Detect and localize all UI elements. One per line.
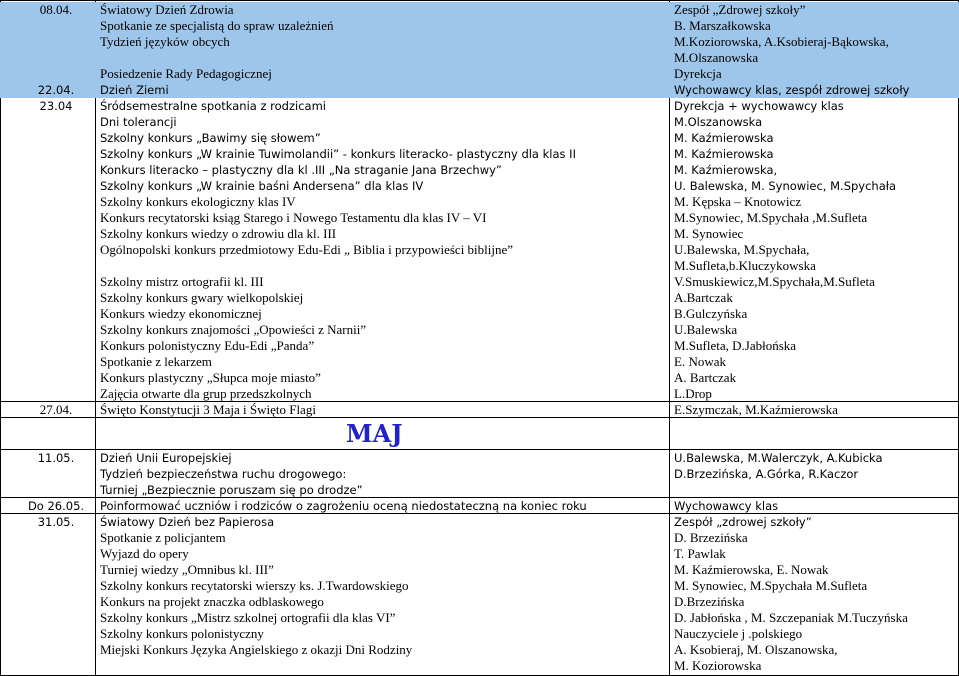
row-responsible: E. Nowak: [674, 354, 726, 369]
row-event: Konkurs wiedzy ekonomicznej: [100, 306, 262, 321]
row-event: Ogólnopolski konkurs przedmiotowy Edu-Edi „ Biblia i przypowieści biblijne”: [100, 242, 514, 257]
table-row: [0, 338, 959, 354]
row-responsible: M. Koziorowska: [674, 658, 762, 673]
table-row: [0, 322, 959, 338]
table-row: [0, 130, 959, 146]
table-row: [0, 34, 959, 50]
row-event: Konkurs na projekt znaczka odblaskowego: [100, 594, 324, 609]
row-event: Dzień Ziemi: [100, 83, 169, 97]
row-responsible: A. Ksobieraj, M. Olszanowska,: [674, 642, 838, 657]
row-date: 27.04.: [39, 402, 73, 417]
row-event: Wyjazd do opery: [100, 546, 189, 561]
row-date: 08.04.: [39, 2, 73, 17]
row-responsible: A.Bartczak: [674, 290, 733, 305]
table-row: [0, 306, 959, 322]
table-row: [0, 114, 959, 130]
row-responsible: U.Balewska, M.Spychała,: [674, 242, 810, 257]
row-responsible: M.Koziorowska, A.Ksobieraj-Bąkowska,: [674, 34, 889, 49]
row-responsible: A. Bartczak: [674, 370, 737, 385]
row-date: 22.04.: [37, 83, 75, 97]
row-responsible: U.Balewska, M.Walerczyk, A.Kubicka: [674, 451, 883, 465]
table-row: [0, 530, 959, 546]
table-row: [0, 18, 959, 34]
table-row: [0, 626, 959, 642]
row-responsible: Wychowawcy klas, zespół zdrowej szkoły: [674, 83, 910, 97]
table-row: [0, 354, 959, 370]
row-responsible: Nauczyciele j .polskiego: [674, 626, 803, 641]
table-row: [0, 146, 959, 162]
row-responsible: M.Sufleta,b.Kluczykowska: [674, 258, 816, 273]
table-row: [0, 482, 959, 498]
row-event: Dzień Unii Europejskiej: [100, 451, 232, 465]
row-responsible: E.Szymczak, M.Kaźmierowska: [674, 402, 838, 417]
table-row: [0, 242, 959, 258]
row-event: Miejski Konkurs Języka Angielskiego z okazji Dni Rodziny: [100, 642, 413, 657]
table-row: [0, 370, 959, 386]
row-event: Spotkanie z policjantem: [100, 530, 226, 545]
row-event: Szkolny konkurs ekologiczny klas IV: [100, 194, 296, 209]
row-responsible: V.Smuskiewicz,M.Spychała,M.Sufleta: [674, 274, 875, 289]
row-responsible: D.Brzezińska, A.Górka, R.Kaczor: [674, 467, 859, 481]
row-responsible: D.Brzezińska: [674, 594, 745, 609]
row-event: Turniej „Bezpiecznie poruszam się po drodze”: [100, 483, 363, 497]
row-event: Szkolny mistrz ortografii kl. III: [100, 274, 264, 289]
row-responsible: M. Kaźmierowska,: [674, 163, 778, 177]
row-responsible: M. Synowiec, M.Spychała M.Sufleta: [674, 578, 868, 593]
table-row: [0, 466, 959, 482]
table-row: [0, 498, 959, 514]
table-row: [0, 402, 959, 418]
row-responsible: Zespół „zdrowej szkoły”: [674, 515, 812, 529]
table-row: [0, 562, 959, 578]
table-row: [0, 274, 959, 290]
table-row: [0, 514, 959, 530]
table-row: [0, 82, 959, 98]
table-row: [0, 290, 959, 306]
row-responsible: U.Balewska: [674, 322, 738, 337]
row-event: Spotkanie ze specjalistą do spraw uzależnień: [100, 18, 334, 33]
row-date: Do 26.05.: [27, 499, 85, 513]
row-responsible: Dyrekcja + wychowawcy klas: [674, 99, 844, 113]
row-event: Śródsemestralne spotkania z rodzicami: [100, 99, 326, 113]
row-responsible: M.Synowiec, M.Spychała ,M.Sufleta: [674, 210, 868, 225]
row-event: Szkolny konkurs wiedzy o zdrowiu dla kl. III: [100, 226, 337, 241]
row-event: Konkurs polonistyczny Edu-Edi „Panda”: [100, 338, 315, 353]
row-responsible: Wychowawcy klas: [674, 499, 779, 513]
table-row: [0, 578, 959, 594]
table-row: [0, 610, 959, 626]
section-title-may: MAJ: [346, 419, 403, 448]
table-row: [0, 194, 959, 210]
table-row: [0, 386, 959, 402]
table-row: [0, 98, 959, 114]
table-row: [0, 66, 959, 82]
row-event: Szkolny konkurs recytatorski wierszy ks. J.Twardowskiego: [100, 578, 409, 593]
row-responsible: B.Gulczyńska: [674, 306, 748, 321]
table-row: [0, 450, 959, 466]
table-row: [0, 658, 959, 674]
row-responsible: M. Synowiec: [674, 226, 744, 241]
row-event: Tydzień języków obcych: [100, 34, 230, 49]
row-event: Szkolny konkurs znajomości „Opowieści z Narnii”: [100, 322, 367, 337]
row-event: Spotkanie z lekarzem: [100, 354, 212, 369]
table-row: [0, 50, 959, 66]
row-event: Konkurs plastyczny „Słupca moje miasto”: [100, 370, 321, 385]
row-event: Konkurs literacko – plastyczny dla kl .III „Na straganie Jana Brzechwy”: [100, 163, 502, 177]
row-event: Światowy Dzień Zdrowia: [100, 2, 234, 17]
row-event: Święto Konstytucji 3 Maja i Święto Flagi: [100, 402, 316, 417]
row-event: Turniej wiedzy „Omnibus kl. III”: [100, 562, 274, 577]
row-event: Szkolny konkurs „W krainie baśni Andersena” dla klas IV: [100, 179, 424, 193]
row-event: Szkolny konkurs polonistyczny: [100, 626, 264, 641]
row-event: Szkolny konkurs „W krainie Tuwimolandii” - konkurs literacko- plastyczny dla klas II: [100, 147, 576, 161]
row-responsible: T. Pawlak: [674, 546, 726, 561]
table-row: [0, 258, 959, 274]
table-row: [0, 546, 959, 562]
row-responsible: L.Drop: [674, 386, 712, 401]
row-event: Zajęcia otwarte dla grup przedszkolnych: [100, 386, 312, 401]
row-rule: [0, 0, 959, 1]
table-row: [0, 226, 959, 242]
row-responsible: M. Kaźmierowska: [674, 147, 774, 161]
row-responsible: M. Kaźmierowska, E. Nowak: [674, 562, 829, 577]
row-date: 11.05.: [37, 451, 75, 465]
table-row: [0, 2, 959, 18]
row-responsible: M. Kępska – Knotowicz: [674, 194, 802, 209]
row-responsible: D. Jabłońska , M. Szczepaniak M.Tuczyńska: [674, 610, 908, 625]
row-responsible: Dyrekcja: [674, 66, 722, 81]
row-responsible: M.Olszanowska: [674, 50, 759, 65]
row-date: 23.04: [39, 99, 73, 113]
table-row: [0, 210, 959, 226]
row-responsible: M.Olszanowska: [674, 115, 763, 129]
table-row: [0, 594, 959, 610]
row-event: Światowy Dzień bez Papierosa: [100, 515, 275, 529]
row-responsible: Zespół „Zdrowej szkoły”: [674, 2, 806, 17]
table-row: [0, 178, 959, 194]
row-responsible: M.Sufleta, D.Jabłońska: [674, 338, 797, 353]
row-event: Tydzień bezpieczeństwa ruchu drogowego:: [100, 467, 347, 481]
table-row: [0, 642, 959, 658]
row-event: Posiedzenie Rady Pedagogicznej: [100, 66, 272, 81]
row-event: Szkolny konkurs „Bawimy się słowem”: [100, 131, 321, 145]
row-event: Szkolny konkurs gwary wielkopolskiej: [100, 290, 304, 305]
table-row: [0, 162, 959, 178]
row-event: Poinformować uczniów i rodziców o zagrożeniu oceną niedostateczną na koniec roku: [100, 499, 587, 513]
row-responsible: B. Marszałkowska: [674, 18, 771, 33]
row-event: Dni tolerancji: [100, 115, 177, 129]
row-responsible: D. Brzezińska: [674, 530, 748, 545]
row-responsible: M. Kaźmierowska: [674, 131, 774, 145]
row-responsible: U. Balewska, M. Synowiec, M.Spychała: [674, 179, 897, 193]
row-event: Szkolny konkurs „Mistrz szkolnej ortografii dla klas VI”: [100, 610, 396, 625]
row-date: 31.05.: [37, 515, 75, 529]
row-event: Konkurs recytatorski ksiąg Starego i Nowego Testamentu dla klas IV – VI: [100, 210, 487, 225]
